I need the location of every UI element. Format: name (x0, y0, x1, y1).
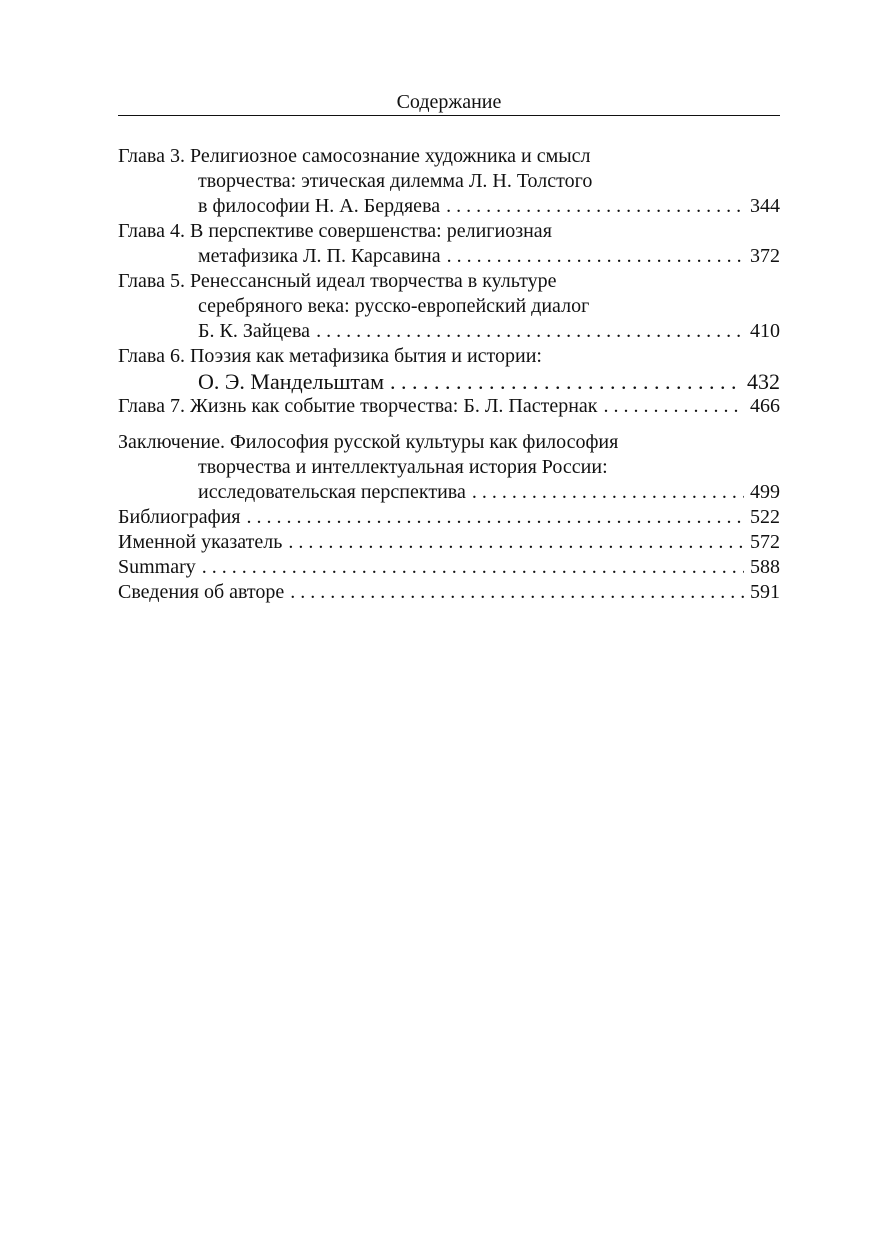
dot-leader (472, 480, 744, 505)
dot-leader (247, 505, 745, 530)
toc-page-number: 410 (750, 320, 780, 342)
toc-entry-text: исследовательская перспектива (198, 481, 466, 503)
toc-page-number: 572 (750, 531, 780, 553)
toc-entry-bibliography[interactable] (118, 505, 780, 530)
dot-leader (290, 580, 744, 605)
dot-leader (202, 555, 744, 580)
running-header: Содержание (118, 90, 780, 116)
toc-entry-chapter-6[interactable] (118, 344, 780, 394)
dot-leader (390, 369, 741, 394)
toc-page-number: 432 (747, 369, 780, 394)
toc-page-number: 344 (750, 195, 780, 217)
toc-entry-text: Именной указатель (118, 531, 283, 553)
toc-entry-text: творчества: этическая дилемма Л. Н. Толстого (198, 170, 593, 192)
toc-entry-text: творчества и интеллектуальная история России: (198, 456, 608, 478)
toc-entry-text: Глава 7. Жизнь как событие творчества: Б. Л. Пастернак (118, 395, 598, 417)
table-of-contents (118, 144, 780, 605)
dot-leader (447, 244, 744, 269)
toc-entry-text: Summary (118, 556, 196, 578)
dot-leader (288, 530, 744, 555)
toc-entry-about-author[interactable] (118, 580, 780, 605)
toc-entry-chapter-7[interactable] (118, 394, 780, 419)
toc-entry-text: Глава 6. Поэзия как метафизика бытия и истории: (118, 345, 542, 367)
toc-entry-chapter-4[interactable] (118, 219, 780, 269)
dot-leader (604, 394, 744, 419)
dot-leader (446, 194, 744, 219)
toc-entry-summary[interactable] (118, 555, 780, 580)
section-gap (118, 419, 780, 430)
toc-entry-text: Глава 4. В перспективе совершенства: религиозная (118, 220, 552, 242)
toc-entry-text: в философии Н. А. Бердяева (198, 195, 441, 217)
toc-entry-text: Сведения об авторе (118, 581, 285, 603)
toc-entry-text: Заключение. Философия русской культуры как философия (118, 431, 619, 453)
toc-entry-text: О. Э. Мандельштам (198, 369, 384, 394)
toc-page-number: 522 (750, 506, 780, 528)
toc-entry-text: Б. К. Зайцева (198, 320, 311, 342)
toc-entry-text: метафизика Л. П. Карсавина (198, 245, 441, 267)
toc-page-number: 372 (750, 245, 780, 267)
toc-page-number: 588 (750, 556, 780, 578)
toc-entry-chapter-3[interactable] (118, 144, 780, 219)
toc-page-number: 499 (750, 481, 780, 503)
dot-leader (316, 319, 744, 344)
toc-entry-text: Глава 3. Религиозное самосознание художника и смысл (118, 145, 591, 167)
toc-entry-text: Библиография (118, 506, 241, 528)
toc-page-number: 591 (750, 581, 780, 603)
toc-entry-text: Глава 5. Ренессансный идеал творчества в культуре (118, 270, 557, 292)
toc-entry-name-index[interactable] (118, 530, 780, 555)
toc-entry-conclusion[interactable] (118, 430, 780, 505)
toc-entry-chapter-5[interactable] (118, 269, 780, 344)
toc-entry-text: серебряного века: русско-европейский диалог (198, 295, 590, 317)
toc-page-number: 466 (750, 395, 780, 417)
